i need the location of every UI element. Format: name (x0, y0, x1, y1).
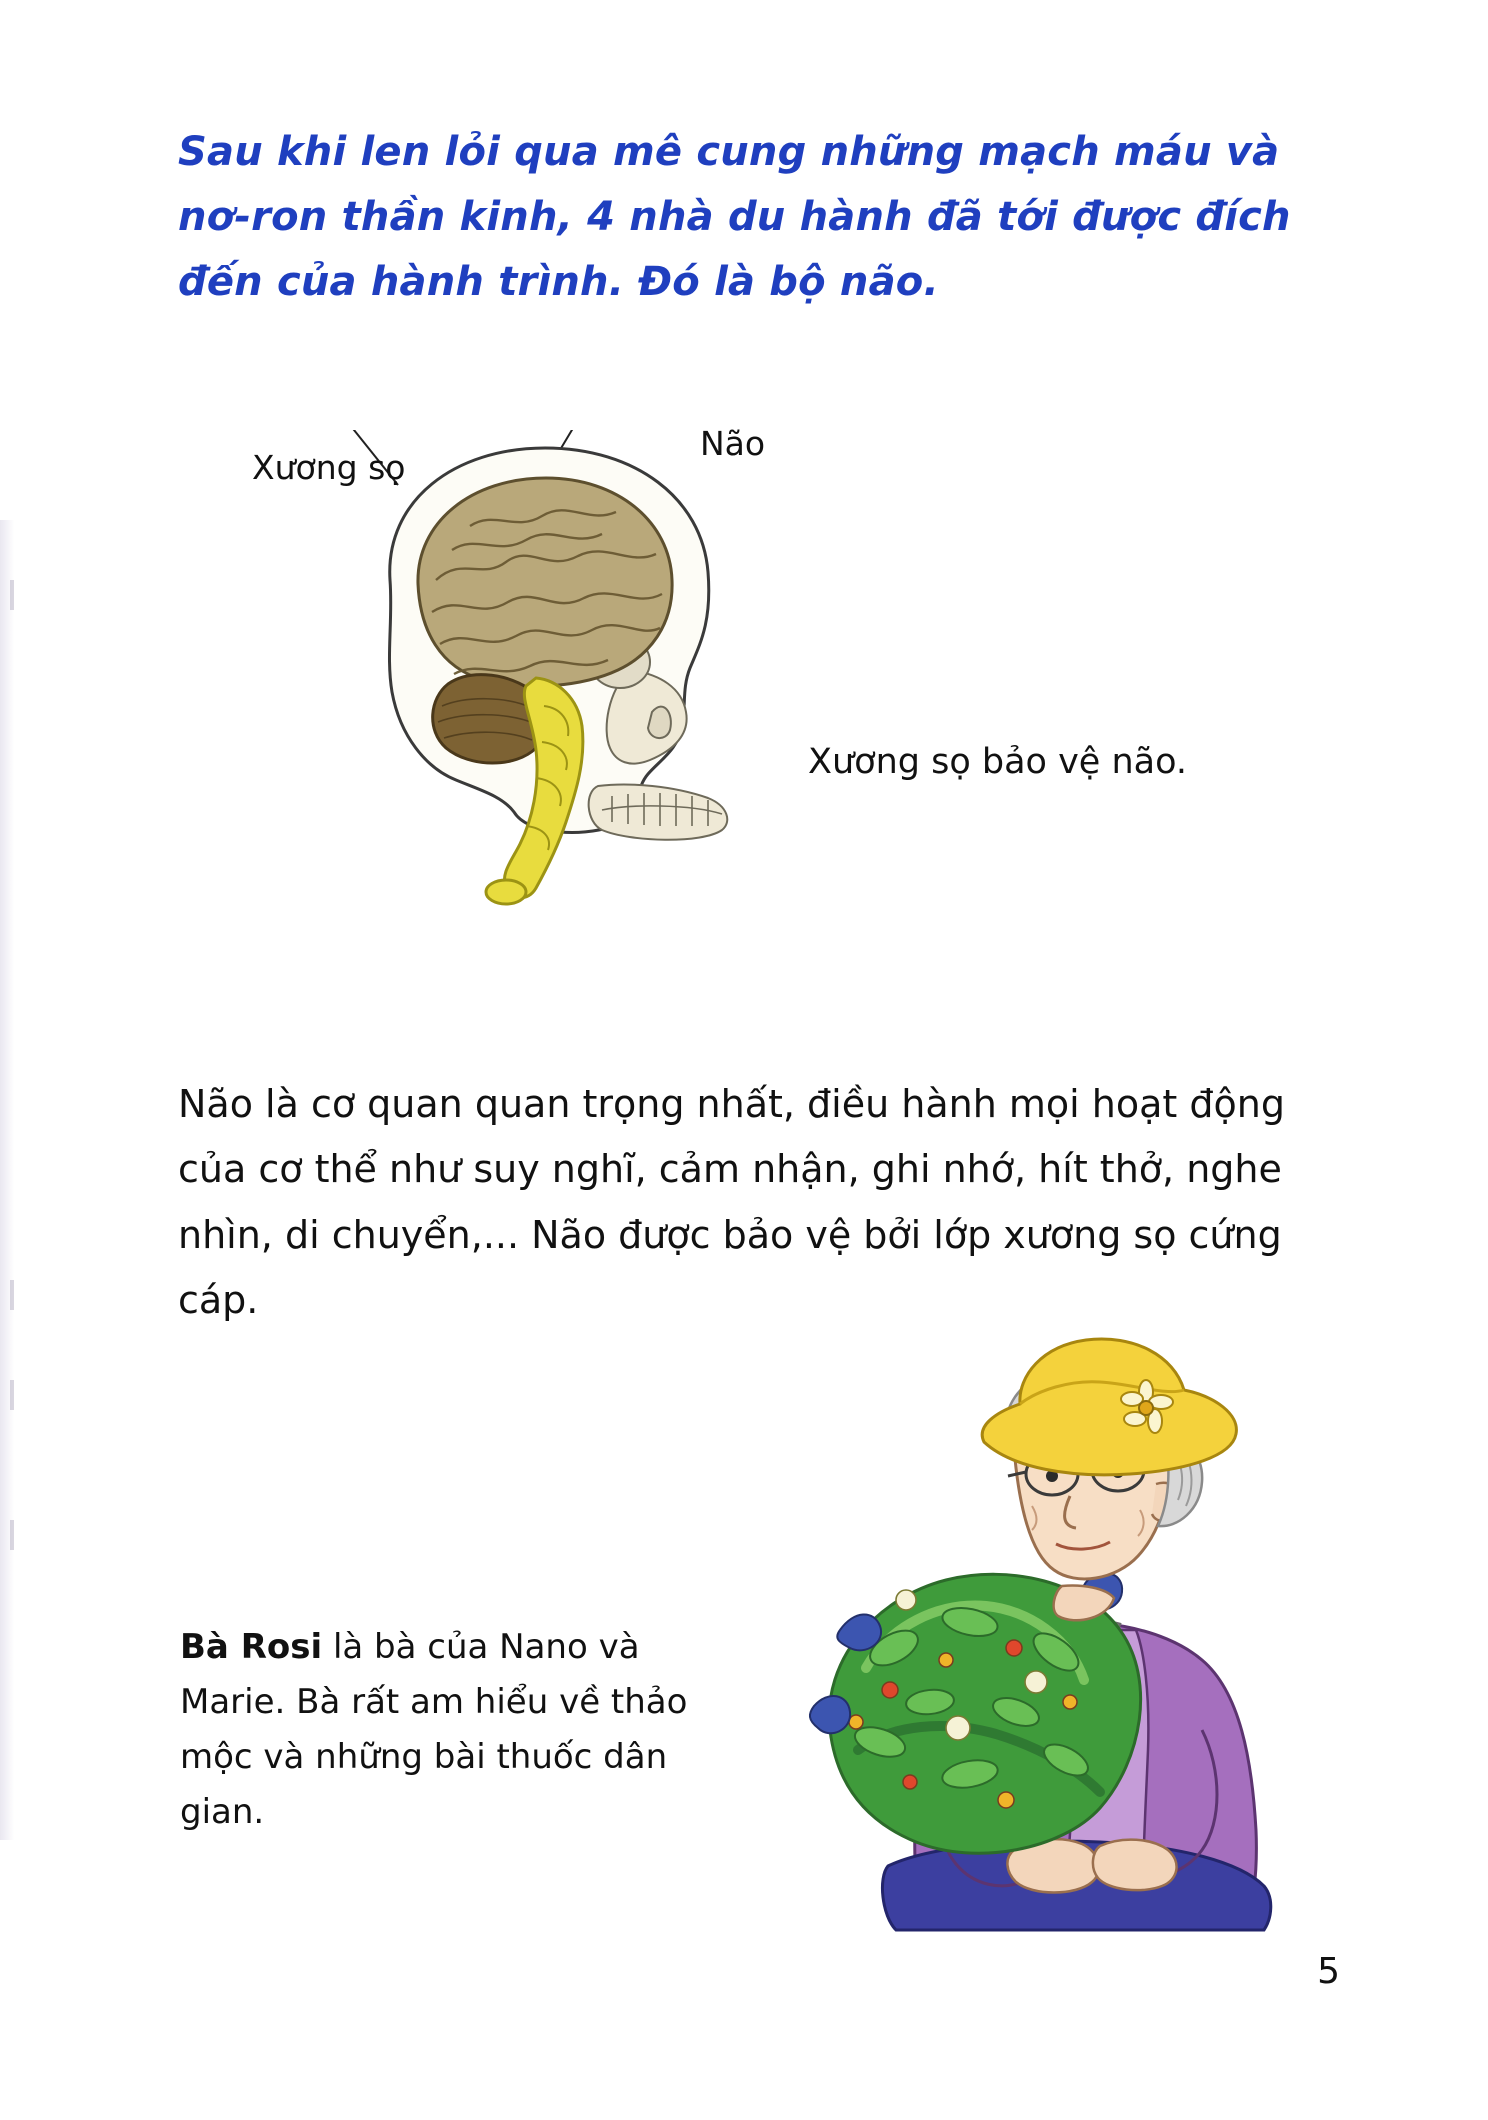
rosi-description-rest: là bà của Nano và Marie. Bà rất am hiểu về thảo mộc và những bài thuốc dân gian. (180, 1627, 688, 1833)
label-brain: Não (700, 424, 766, 463)
grandmother-with-herbs-illustration (770, 1330, 1370, 1950)
skull-brain-illustration (330, 430, 850, 910)
caption-skull-protects-brain: Xương sọ bảo vệ não. (808, 742, 1188, 782)
page-binding-edge (0, 520, 14, 1840)
binding-mark (10, 1280, 14, 1310)
binding-mark (10, 1380, 14, 1410)
binding-mark (10, 580, 14, 610)
rosi-description (180, 1620, 700, 1840)
intro-paragraph: Sau khi len lỏi qua mê cung những mạch máu và nơ-ron thần kinh, 4 nhà du hành đã tới được đích đến của hành trình. Đó là bộ não. (178, 129, 1291, 305)
body-paragraph: Não là cơ quan quan trọng nhất, điều hành mọi hoạt động của cơ thể như suy nghĩ, cảm nhận, ghi nhớ, hít thở, nghe nhìn, di chuyển,... Não được bảo vệ bởi lớp xương sọ cứng cáp. (178, 1082, 1285, 1323)
rosi-name: Bà Rosi (180, 1627, 323, 1667)
page-number: 5 (1317, 1951, 1340, 1992)
label-skull: Xương sọ (252, 448, 406, 487)
binding-mark (10, 1520, 14, 1550)
